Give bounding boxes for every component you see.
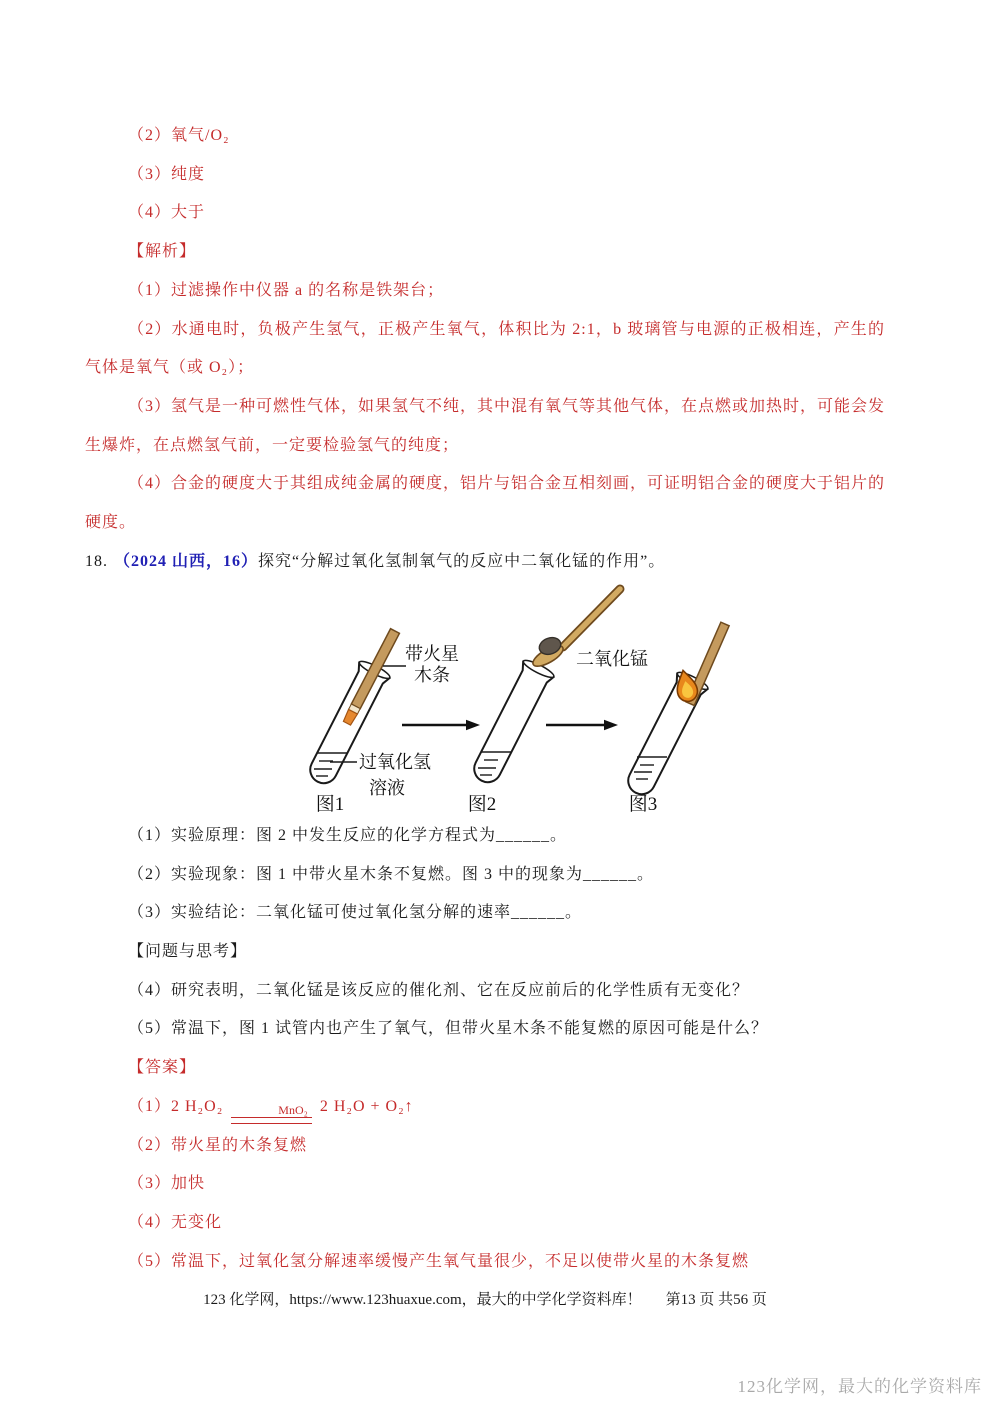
subquestion: （1）实验原理：图 2 中发生反应的化学方程式为______。 [128,826,568,844]
subquestion: （2）实验现象：图 1 中带火星木条不复燃。图 3 中的现象为______。 [128,865,655,883]
figure-caption-1: 图1 [315,794,345,816]
answer-line: （4）大于 [128,204,206,222]
footer-page-number: 第13 页 共56 页 [665,1292,767,1309]
question-source: （2024 山西，16） [114,552,259,570]
equation-condition: MnO₂ [231,1104,312,1124]
think-question: （5）常温下，图 1 试管内也产生了氧气，但带火星木条不能复燃的原因可能是什么？ [128,1020,769,1038]
think-question: （4）研究表明，二氧化锰是该反应的催化剂、它在反应前后的化学性质有无变化？ [128,981,750,999]
figure-caption-2: 图2 [467,794,497,816]
answer-line: （2）氧气/O₂ [128,127,230,144]
analysis-paragraph: （2）水通电时，负极产生氢气，正极产生氧气，体积比为 2:1，b 玻璃管与电源的正极相连，产生的气体是氧气（或 O₂）； [85,320,885,377]
arrow-icon [546,720,618,730]
subquestion: （3）实验结论：二氧化锰可使过氧化氢分解的速率______。 [128,904,583,922]
think-header: 【问题与思考】 [128,943,248,961]
page-footer [85,1281,885,1320]
peroxide-solution-label: 溶液 [369,778,405,799]
arrow-icon [402,720,480,730]
mno2-label: 二氧化锰 [576,649,648,670]
figure-svg [280,576,760,820]
figure-caption-3: 图3 [628,794,658,816]
equation-suffix: 2 H₂O + O₂↑ [319,1097,414,1115]
answer-header: 【答案】 [128,1059,197,1077]
wood-splint-with-ember [343,629,400,726]
spark-splint-label: 木条 [414,665,450,686]
watermark: 123化学网，最大的化学资料库 [737,1377,982,1396]
question-stem: 探究“分解过氧化氢制氧气的反应中二氧化锰的作用”。 [258,552,666,570]
equation-equals-lines [231,1117,312,1124]
answer-line: （3）加快 [128,1175,206,1193]
answer-equation [85,1088,885,1127]
peroxide-solution-label: 过氧化氢 [359,752,431,773]
spark-splint-label: 带火星 [405,644,459,665]
question-number: 18. [85,552,108,570]
analysis-paragraph: （1）过滤操作中仪器 a 的名称是铁架台； [128,281,445,299]
analysis-paragraph: （4）合金的硬度大于其组成纯金属的硬度，铝片与铝合金互相刻画，可证明铝合金的硬度大于铝片的硬度。 [85,475,886,532]
answer-line: （2）带火星的木条复燃 [128,1136,308,1154]
equation-prefix: （1）2 H₂O₂ [128,1097,224,1115]
experiment-figure [85,581,885,817]
footer-site: 123 化学网，https://www.123huaxue.com，最大的中学化学资料库！ [203,1292,642,1309]
answer-line: （4）无变化 [128,1213,223,1231]
answer-line: （3）纯度 [128,165,206,183]
analysis-paragraph: （3）氢气是一种可燃性气体，如果氢气不纯，其中混有氧气等其他气体，在点燃或加热时，可能会发生爆炸，在点燃氢气前，一定要检验氢气的纯度； [85,397,886,454]
test-tube-2 [466,658,556,789]
answer-line: （5）常温下，过氧化氢分解速率缓慢产生氧气量很少，不足以使带火星的木条复燃 [128,1252,750,1270]
analysis-header: 【解析】 [128,243,197,261]
